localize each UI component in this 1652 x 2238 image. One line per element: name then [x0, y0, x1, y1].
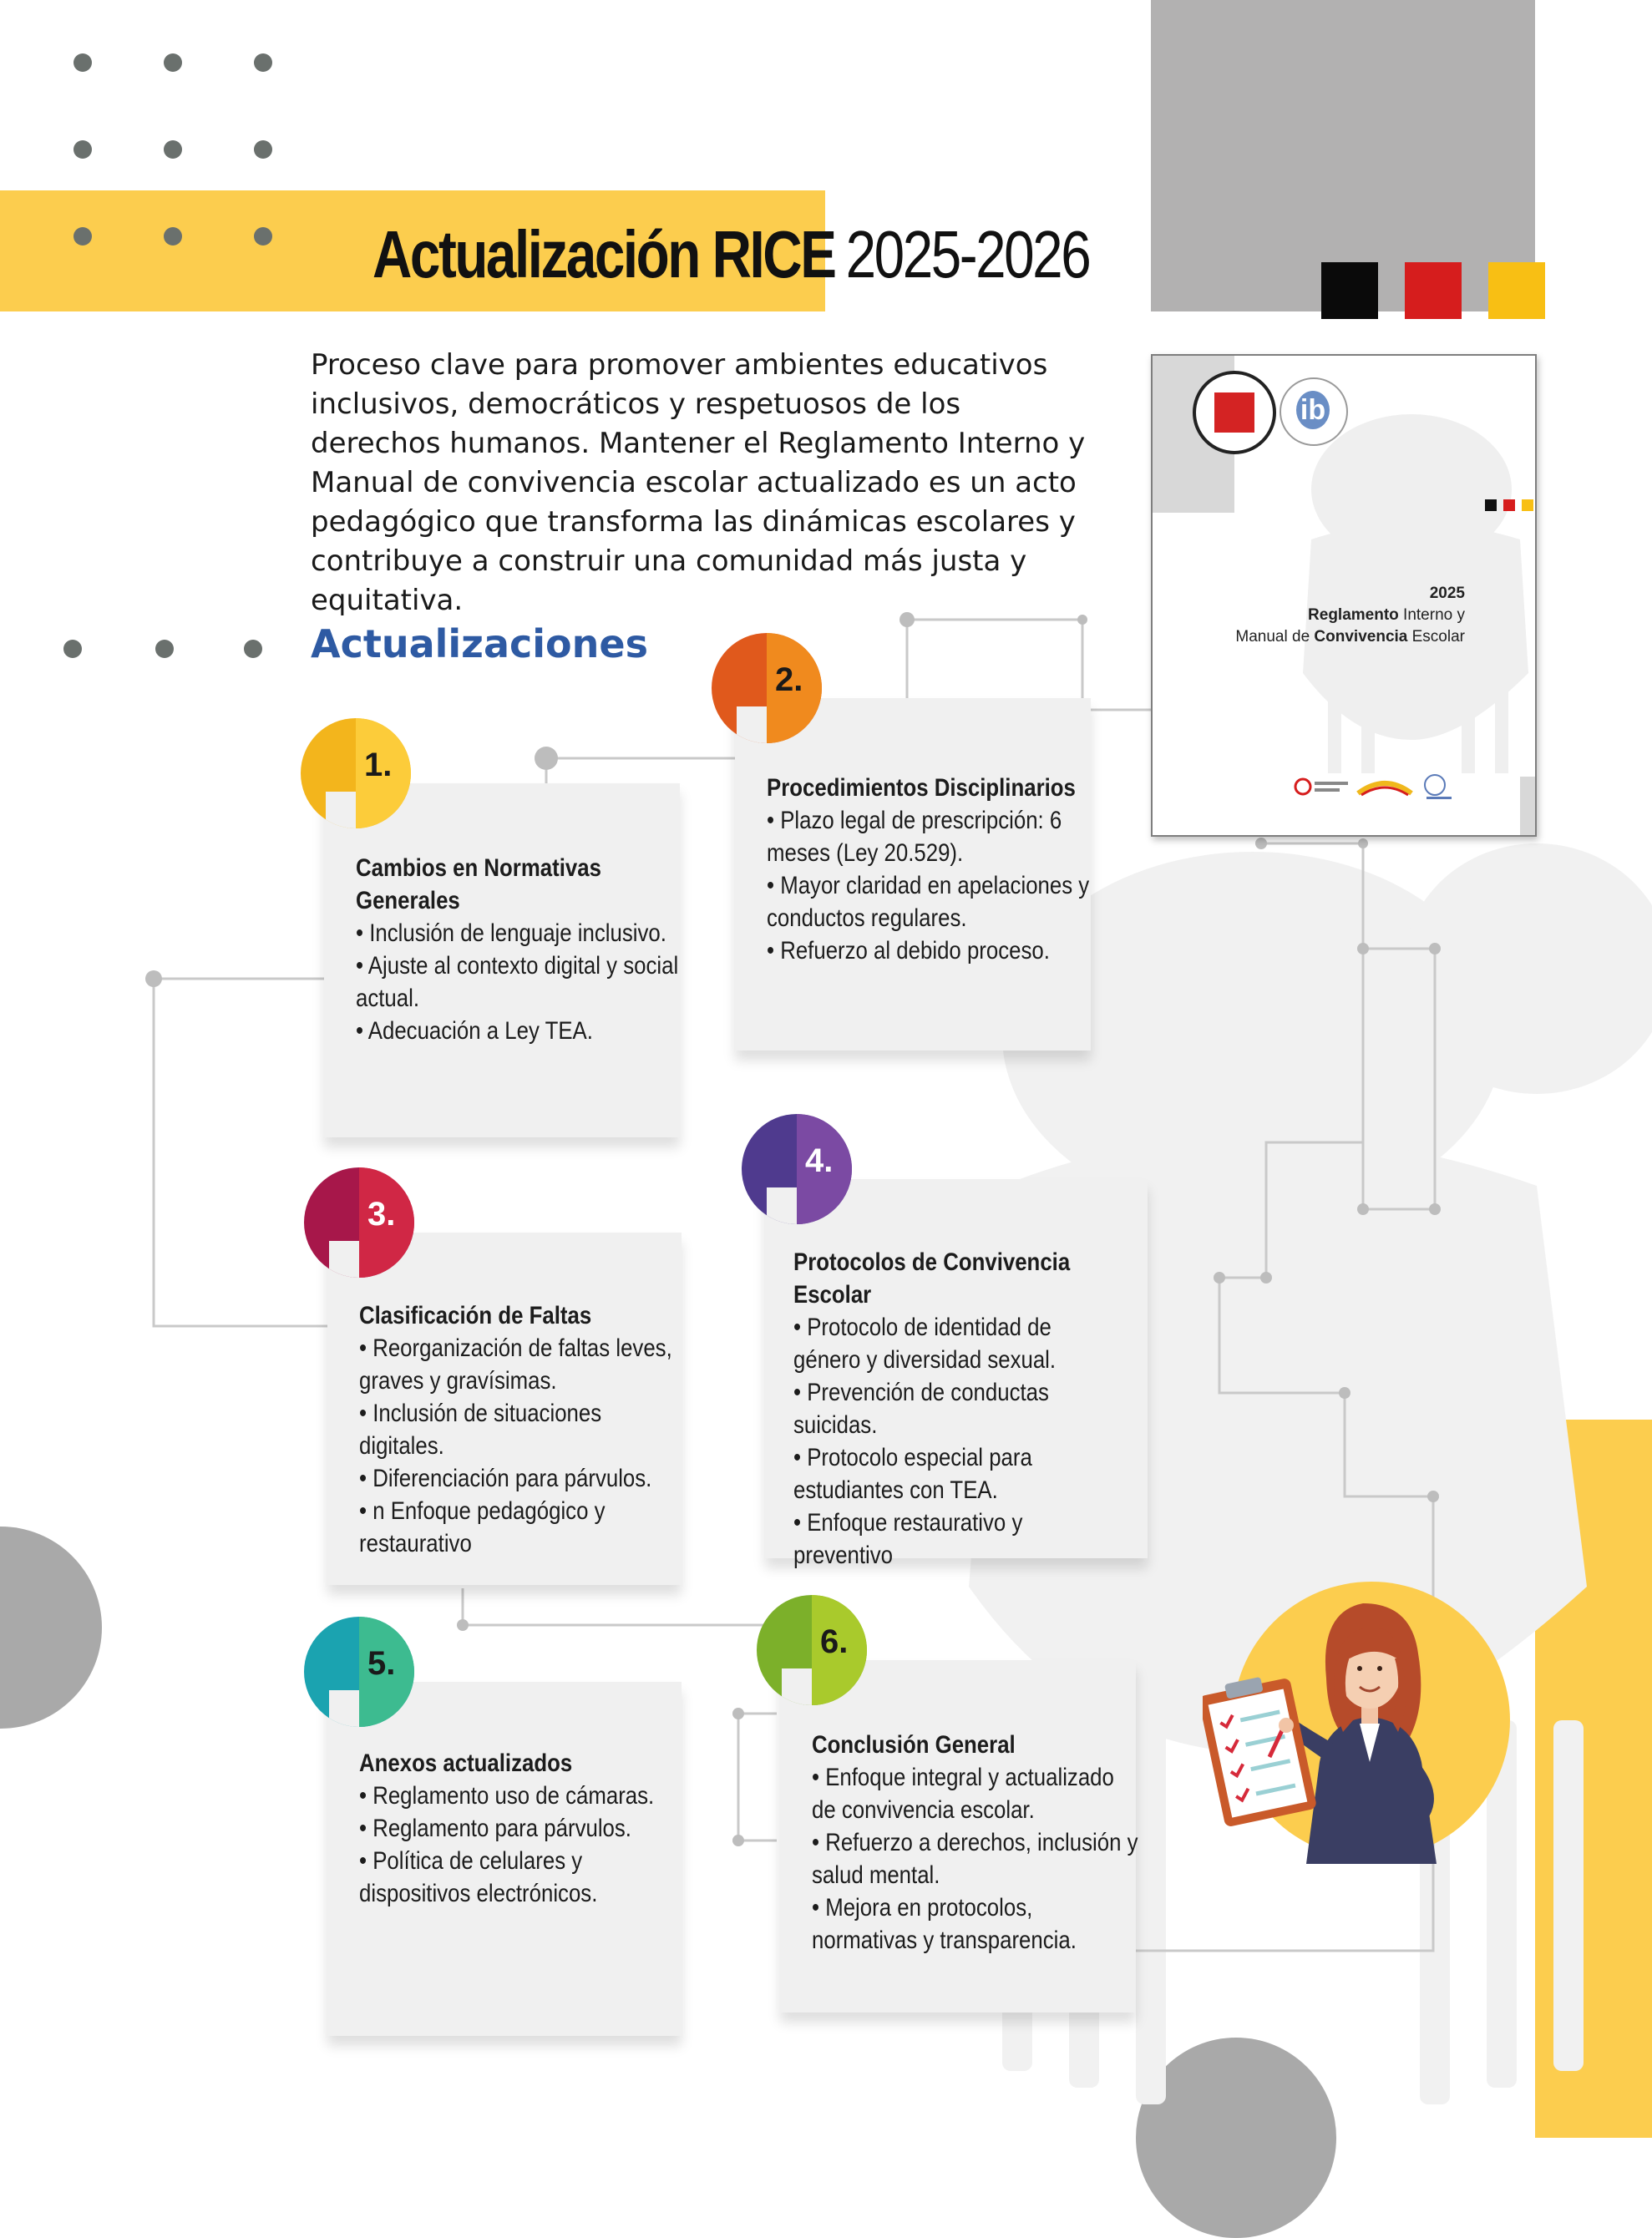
- partner-logos-icon: [1293, 770, 1460, 803]
- card-heading: Procedimientos Disciplinarios: [767, 774, 1076, 802]
- card-2: [735, 698, 1091, 1051]
- card-item: • Inclusión de lenguaje inclusivo.: [356, 919, 666, 947]
- eagle-icon: [1278, 406, 1537, 773]
- teacher-clipboard-illustration: [1203, 1553, 1520, 1871]
- card-body: [812, 1729, 1143, 1957]
- card-item: • Reglamento uso de cámaras.: [359, 1782, 655, 1810]
- card-item: • Mayor claridad en apelaciones y conductos regulares.: [767, 872, 1090, 932]
- card-3: [327, 1233, 682, 1585]
- card-item: • Enfoque restaurativo y preventivo: [793, 1509, 1023, 1569]
- card-item: • Reorganización de faltas leves, graves y gravísimas.: [359, 1334, 672, 1395]
- card-item: • Enfoque integral y actualizado de convivencia escolar.: [812, 1764, 1114, 1824]
- section-title: Actualizaciones: [311, 621, 648, 666]
- card-body: [359, 1299, 690, 1560]
- card-item: • Refuerzo al debido proceso.: [767, 937, 1050, 965]
- number-badge-4: 4.: [742, 1114, 852, 1224]
- cover-gray-strip: [1520, 777, 1535, 835]
- card-heading: Anexos actualizados: [359, 1749, 573, 1777]
- card-item: • Plazo legal de prescripción: 6 meses (Ley 20.529).: [767, 807, 1062, 867]
- cover-title-line-1: Reglamento Interno y: [1308, 606, 1465, 624]
- card-item: • Refuerzo a derechos, inclusión y salud mental.: [812, 1829, 1138, 1889]
- card-heading: Conclusión General: [812, 1731, 1016, 1759]
- card-body: [793, 1246, 1124, 1572]
- card-item: • Prevención de conductas suicidas.: [793, 1379, 1049, 1439]
- card-item: • Mejora en protocolos, normativas y transparencia.: [812, 1894, 1077, 1954]
- card-item: • Diferenciación para párvulos.: [359, 1465, 652, 1492]
- number-badge-3: 3.: [304, 1167, 414, 1278]
- cover-flag-black: [1485, 499, 1497, 511]
- card-body: [359, 1747, 690, 1910]
- card-heading: Clasificación de Faltas: [359, 1302, 592, 1329]
- card-1: [324, 783, 680, 1137]
- card-body: [356, 852, 687, 1047]
- card-item: • Ajuste al contexto digital y social actual.: [356, 952, 679, 1012]
- cover-flag-red: [1503, 499, 1515, 511]
- title-years: 2025-2026: [845, 217, 1090, 291]
- cover-year: 2025: [1429, 585, 1465, 602]
- title-main: Actualización RICE: [372, 217, 835, 291]
- card-item: • Política de celulares y dispositivos electrónicos.: [359, 1847, 598, 1907]
- card-item: • Adecuación a Ley TEA.: [356, 1017, 593, 1045]
- card-item: • Protocolo especial para estudiantes con TEA.: [793, 1444, 1032, 1504]
- number-badge-1: 1.: [301, 718, 411, 828]
- card-item: • n Enfoque pedagógico y restaurativo: [359, 1497, 606, 1557]
- ib-seal-icon: ib: [1280, 377, 1348, 446]
- card-heading: Protocolos de Convivencia Escolar: [793, 1248, 1071, 1309]
- school-seal-icon: [1193, 371, 1276, 454]
- number-badge-5: 5.: [304, 1617, 414, 1727]
- card-item: • Protocolo de identidad de género y diversidad sexual.: [793, 1314, 1057, 1374]
- cover-title-line-2: Manual de Convivencia Escolar: [1235, 628, 1465, 646]
- card-6: [780, 1660, 1136, 2013]
- card-4: [765, 1179, 1148, 1569]
- number-badge-6: 6.: [757, 1595, 867, 1705]
- card-5: [327, 1682, 682, 2036]
- card-item: • Reglamento para párvulos.: [359, 1815, 631, 1842]
- intro-paragraph: Proceso clave para promover ambientes educativos inclusivos, democráticos y respetuosos de los derechos humanos. Mantener el Reglamento Interno y Manual de convivencia escolar actualizado es un acto pedagógico que transforma las dinámicas escolares y contribuye a construir una comunidad más justa y equitativa.: [311, 348, 1086, 617]
- card-heading: Cambios en Normativas Generales: [356, 854, 601, 914]
- document-cover: [1151, 354, 1537, 837]
- card-body: [767, 772, 1097, 967]
- number-badge-2: 2.: [712, 633, 822, 743]
- card-item: • Inclusión de situaciones digitales.: [359, 1400, 602, 1460]
- cover-flag-yellow: [1522, 499, 1533, 511]
